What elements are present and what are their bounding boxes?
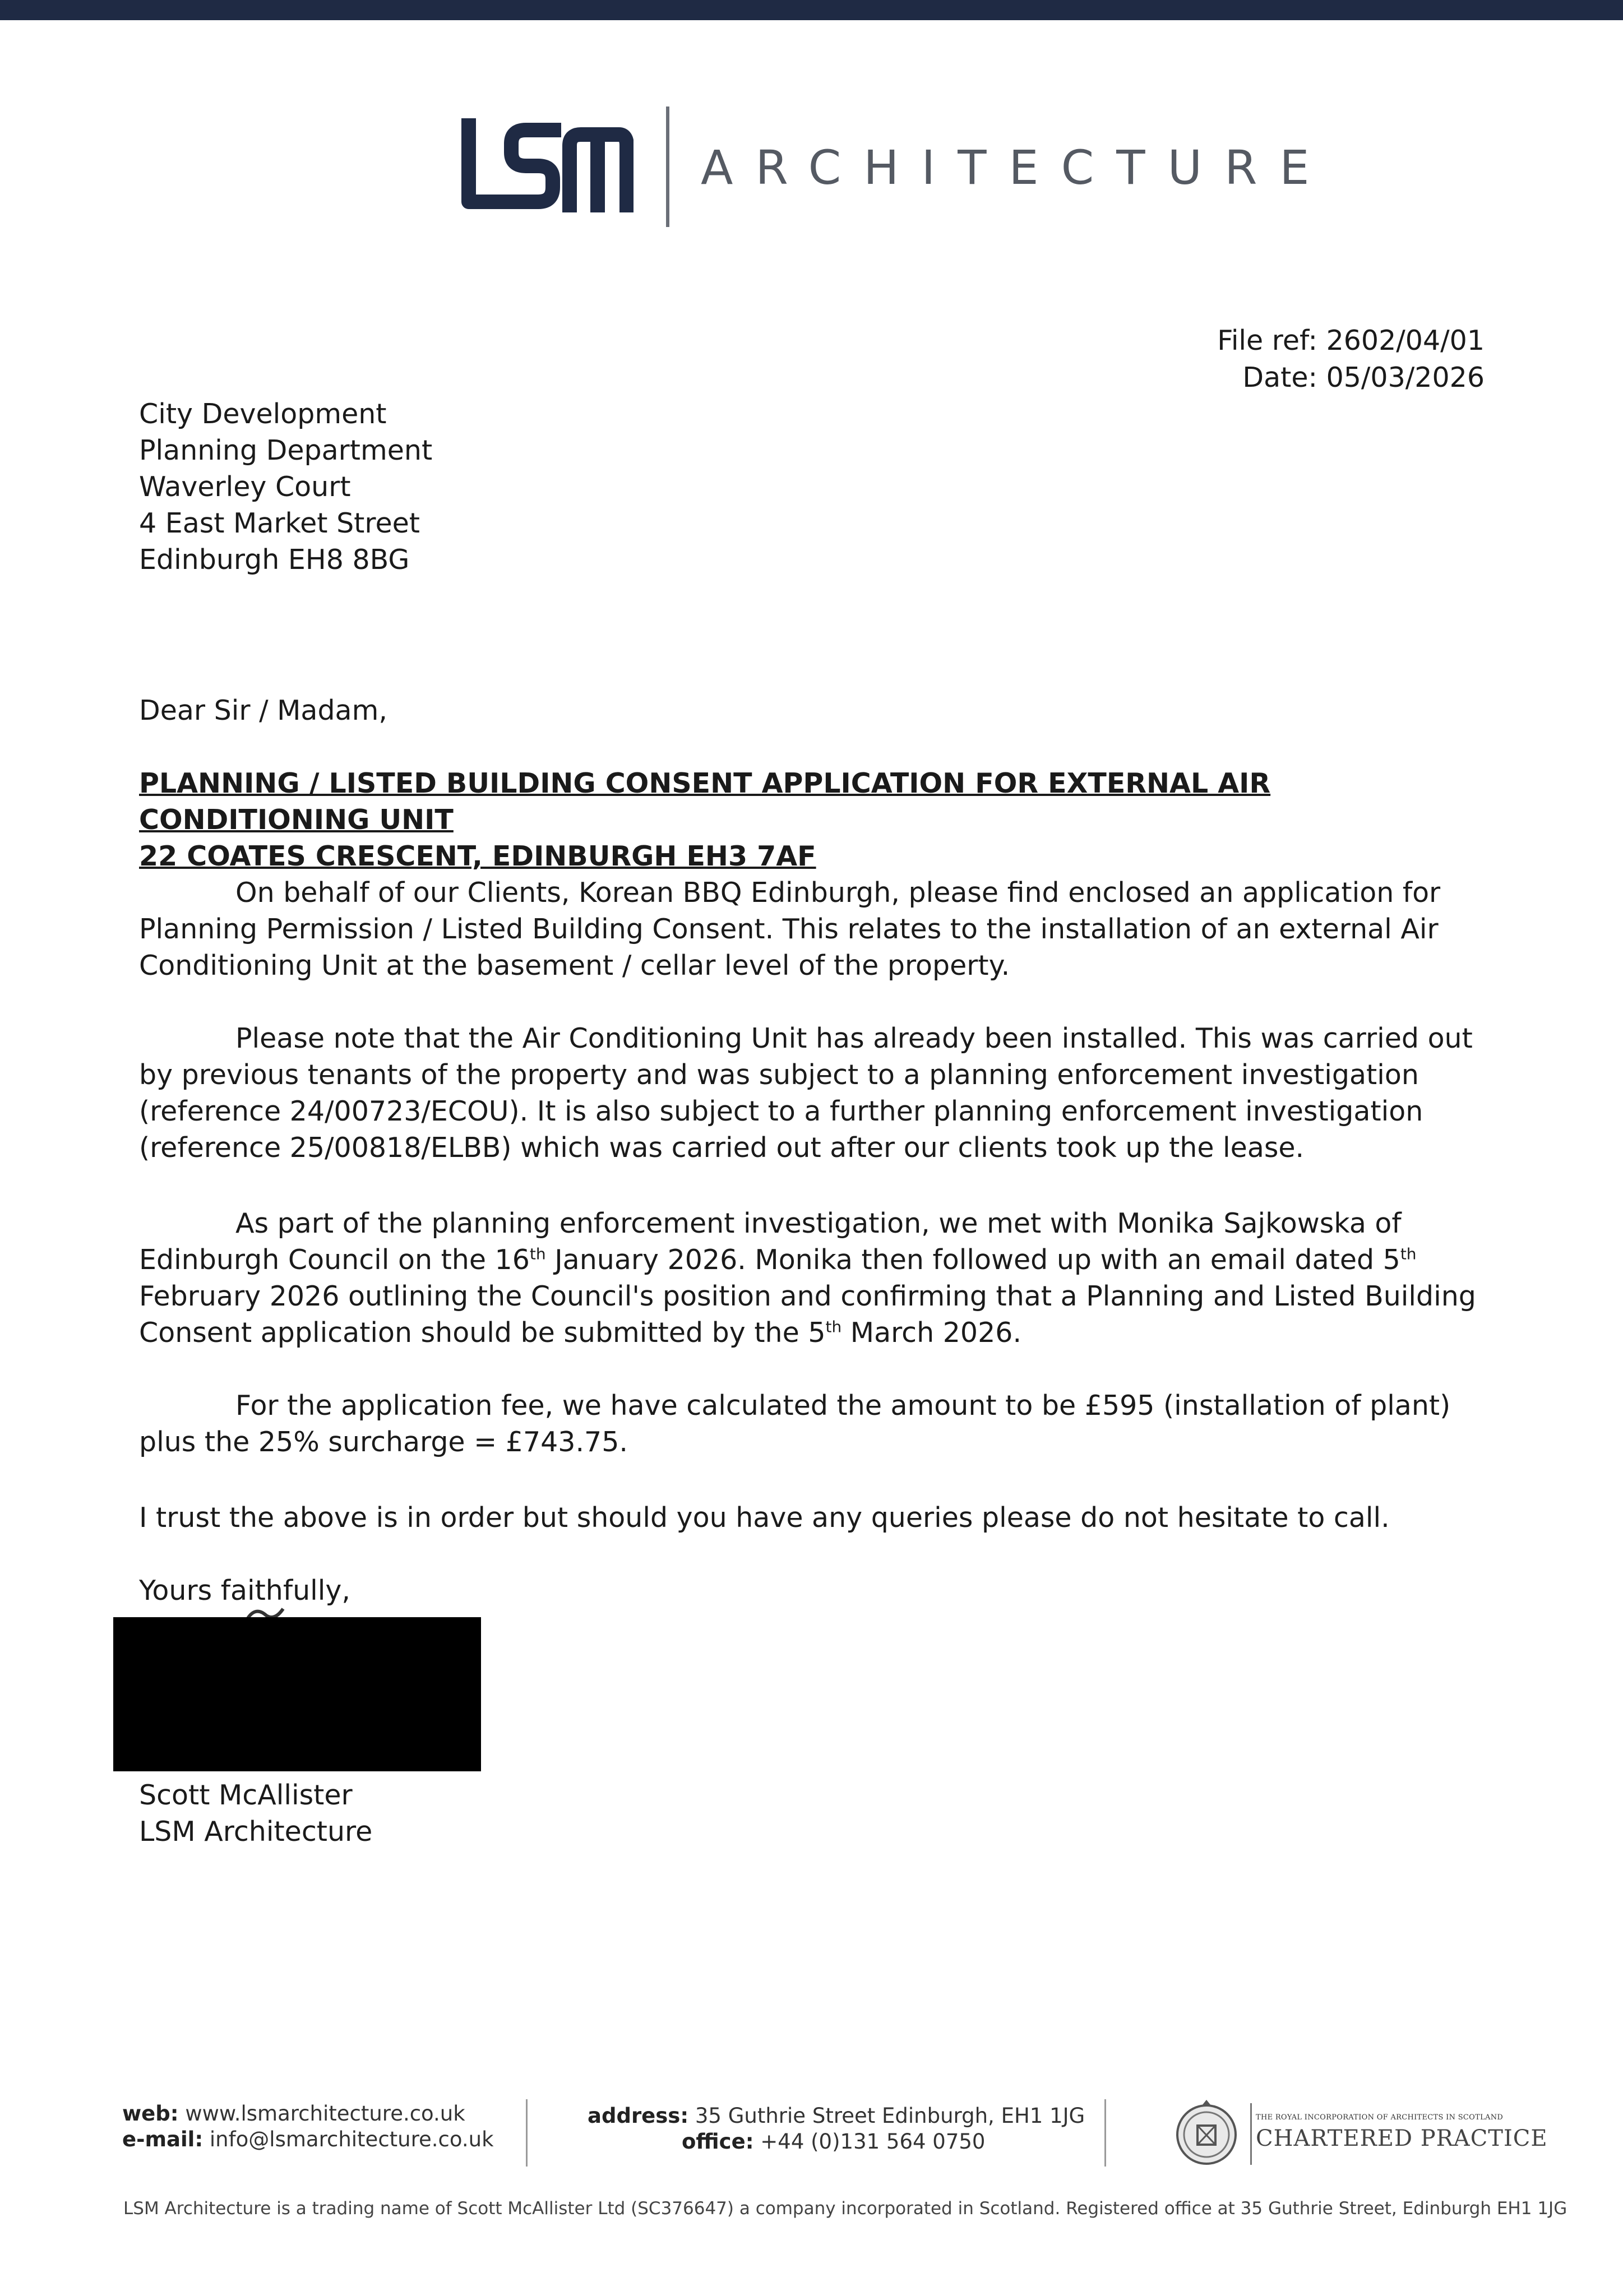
footer-divider	[1104, 2099, 1106, 2167]
address-line: 4 East Market Street	[139, 507, 420, 539]
p3-text-d: March 2026.	[841, 1317, 1022, 1349]
rias-divider	[1250, 2103, 1252, 2165]
address-line: Edinburgh EH8 8BG	[139, 544, 410, 576]
reference-block	[1217, 322, 1485, 396]
paragraph-4: For the application fee, we have calculated the amount to be £595 (installation of plant) plus the 25% surcharge = £743.75.	[139, 1390, 1451, 1458]
lsm-logo-mark	[460, 118, 634, 213]
paragraph-3	[139, 1205, 1485, 1351]
footer-address	[588, 2103, 1085, 2155]
email-link[interactable]: info@lsmarchitecture.co.uk	[209, 2127, 494, 2151]
subject-line-1: PLANNING / LISTED BUILDING CONSENT APPLICATION FOR EXTERNAL AIR CONDITIONING UNIT	[139, 767, 1271, 836]
letter-date: Date: 05/03/2026	[1242, 362, 1485, 394]
rias-title: CHARTERED PRACTICE	[1256, 2126, 1548, 2151]
web-label: web:	[122, 2101, 179, 2126]
address-line: Waverley Court	[139, 471, 351, 503]
redacted-signature	[113, 1617, 481, 1771]
signer-company: LSM Architecture	[139, 1816, 373, 1848]
rias-badge	[1172, 2098, 1548, 2170]
logo-wordmark: ARCHITECTURE	[701, 140, 1332, 195]
recipient-address	[139, 396, 432, 578]
p3-text-b: January 2026. Monika then followed up with an email dated 5	[545, 1244, 1400, 1276]
web-link[interactable]: www.lsmarchitecture.co.uk	[185, 2101, 465, 2126]
salutation: Dear Sir / Madam,	[139, 695, 387, 726]
rias-small-text: THE ROYAL INCORPORATION OF ARCHITECTS IN SCOTLAND	[1256, 2113, 1504, 2122]
footer-divider	[526, 2099, 528, 2167]
subject-heading	[139, 765, 1485, 874]
rias-seal-icon	[1172, 2098, 1241, 2167]
address-label: address:	[588, 2104, 689, 2128]
paragraph-5: I trust the above is in order but should you have any queries please do not hesitate to call.	[139, 1502, 1390, 1534]
p3-sup-3: th	[825, 1317, 842, 1336]
subject-line-2: 22 COATES CRESCENT, EDINBURGH EH3 7AF	[139, 840, 816, 872]
p3-sup-1: th	[529, 1244, 546, 1263]
company-logo	[460, 107, 1332, 230]
p3-text-a: As part of the planning enforcement investigation, we met with Monika Sajkowska of Edinburgh Council on the 16	[139, 1207, 1402, 1276]
address-line: City Development	[139, 398, 387, 430]
footer-contact	[122, 2101, 494, 2152]
office-phone: +44 (0)131 564 0750	[760, 2130, 986, 2154]
file-ref: File ref: 2602/04/01	[1217, 325, 1485, 357]
signer-name: Scott McAllister	[139, 1779, 353, 1811]
office-label: office:	[682, 2130, 754, 2154]
legal-notice: LSM Architecture is a trading name of Scott McAllister Ltd (SC376647) a company incorporated in Scotland. Registered office at 35 Guthrie Street, Edinburgh EH1 1JG	[123, 2198, 1567, 2219]
email-label: e-mail:	[122, 2127, 204, 2151]
top-bar	[0, 0, 1623, 20]
p3-sup-2: th	[1400, 1244, 1417, 1263]
signer-block	[139, 1777, 372, 1850]
paragraph-1: On behalf of our Clients, Korean BBQ Edinburgh, please find enclosed an application for Planning Permission / Listed Building Consent. This relates to the installation of an external Air Conditioning Unit at the basement / cellar level of the property.	[139, 877, 1441, 982]
address-value: 35 Guthrie Street Edinburgh, EH1 1JG	[695, 2104, 1085, 2128]
paragraph-2: Please note that the Air Conditioning Unit has already been installed. This was carried out by previous tenants of the property and was subject to a planning enforcement investigation (reference 24/00723/ECOU). It is also subject to a further planning enforcement investigation (reference 25/00818/ELBB) which was carried out after our clients took up the lease.	[139, 1022, 1473, 1164]
address-line: Planning Department	[139, 434, 433, 466]
p3-text-c: February 2026 outlining the Council's position and confirming that a Planning and Listed Building Consent application should be submitted by the 5	[139, 1280, 1476, 1349]
closing: Yours faithfully,	[139, 1575, 350, 1607]
logo-divider	[666, 107, 669, 227]
